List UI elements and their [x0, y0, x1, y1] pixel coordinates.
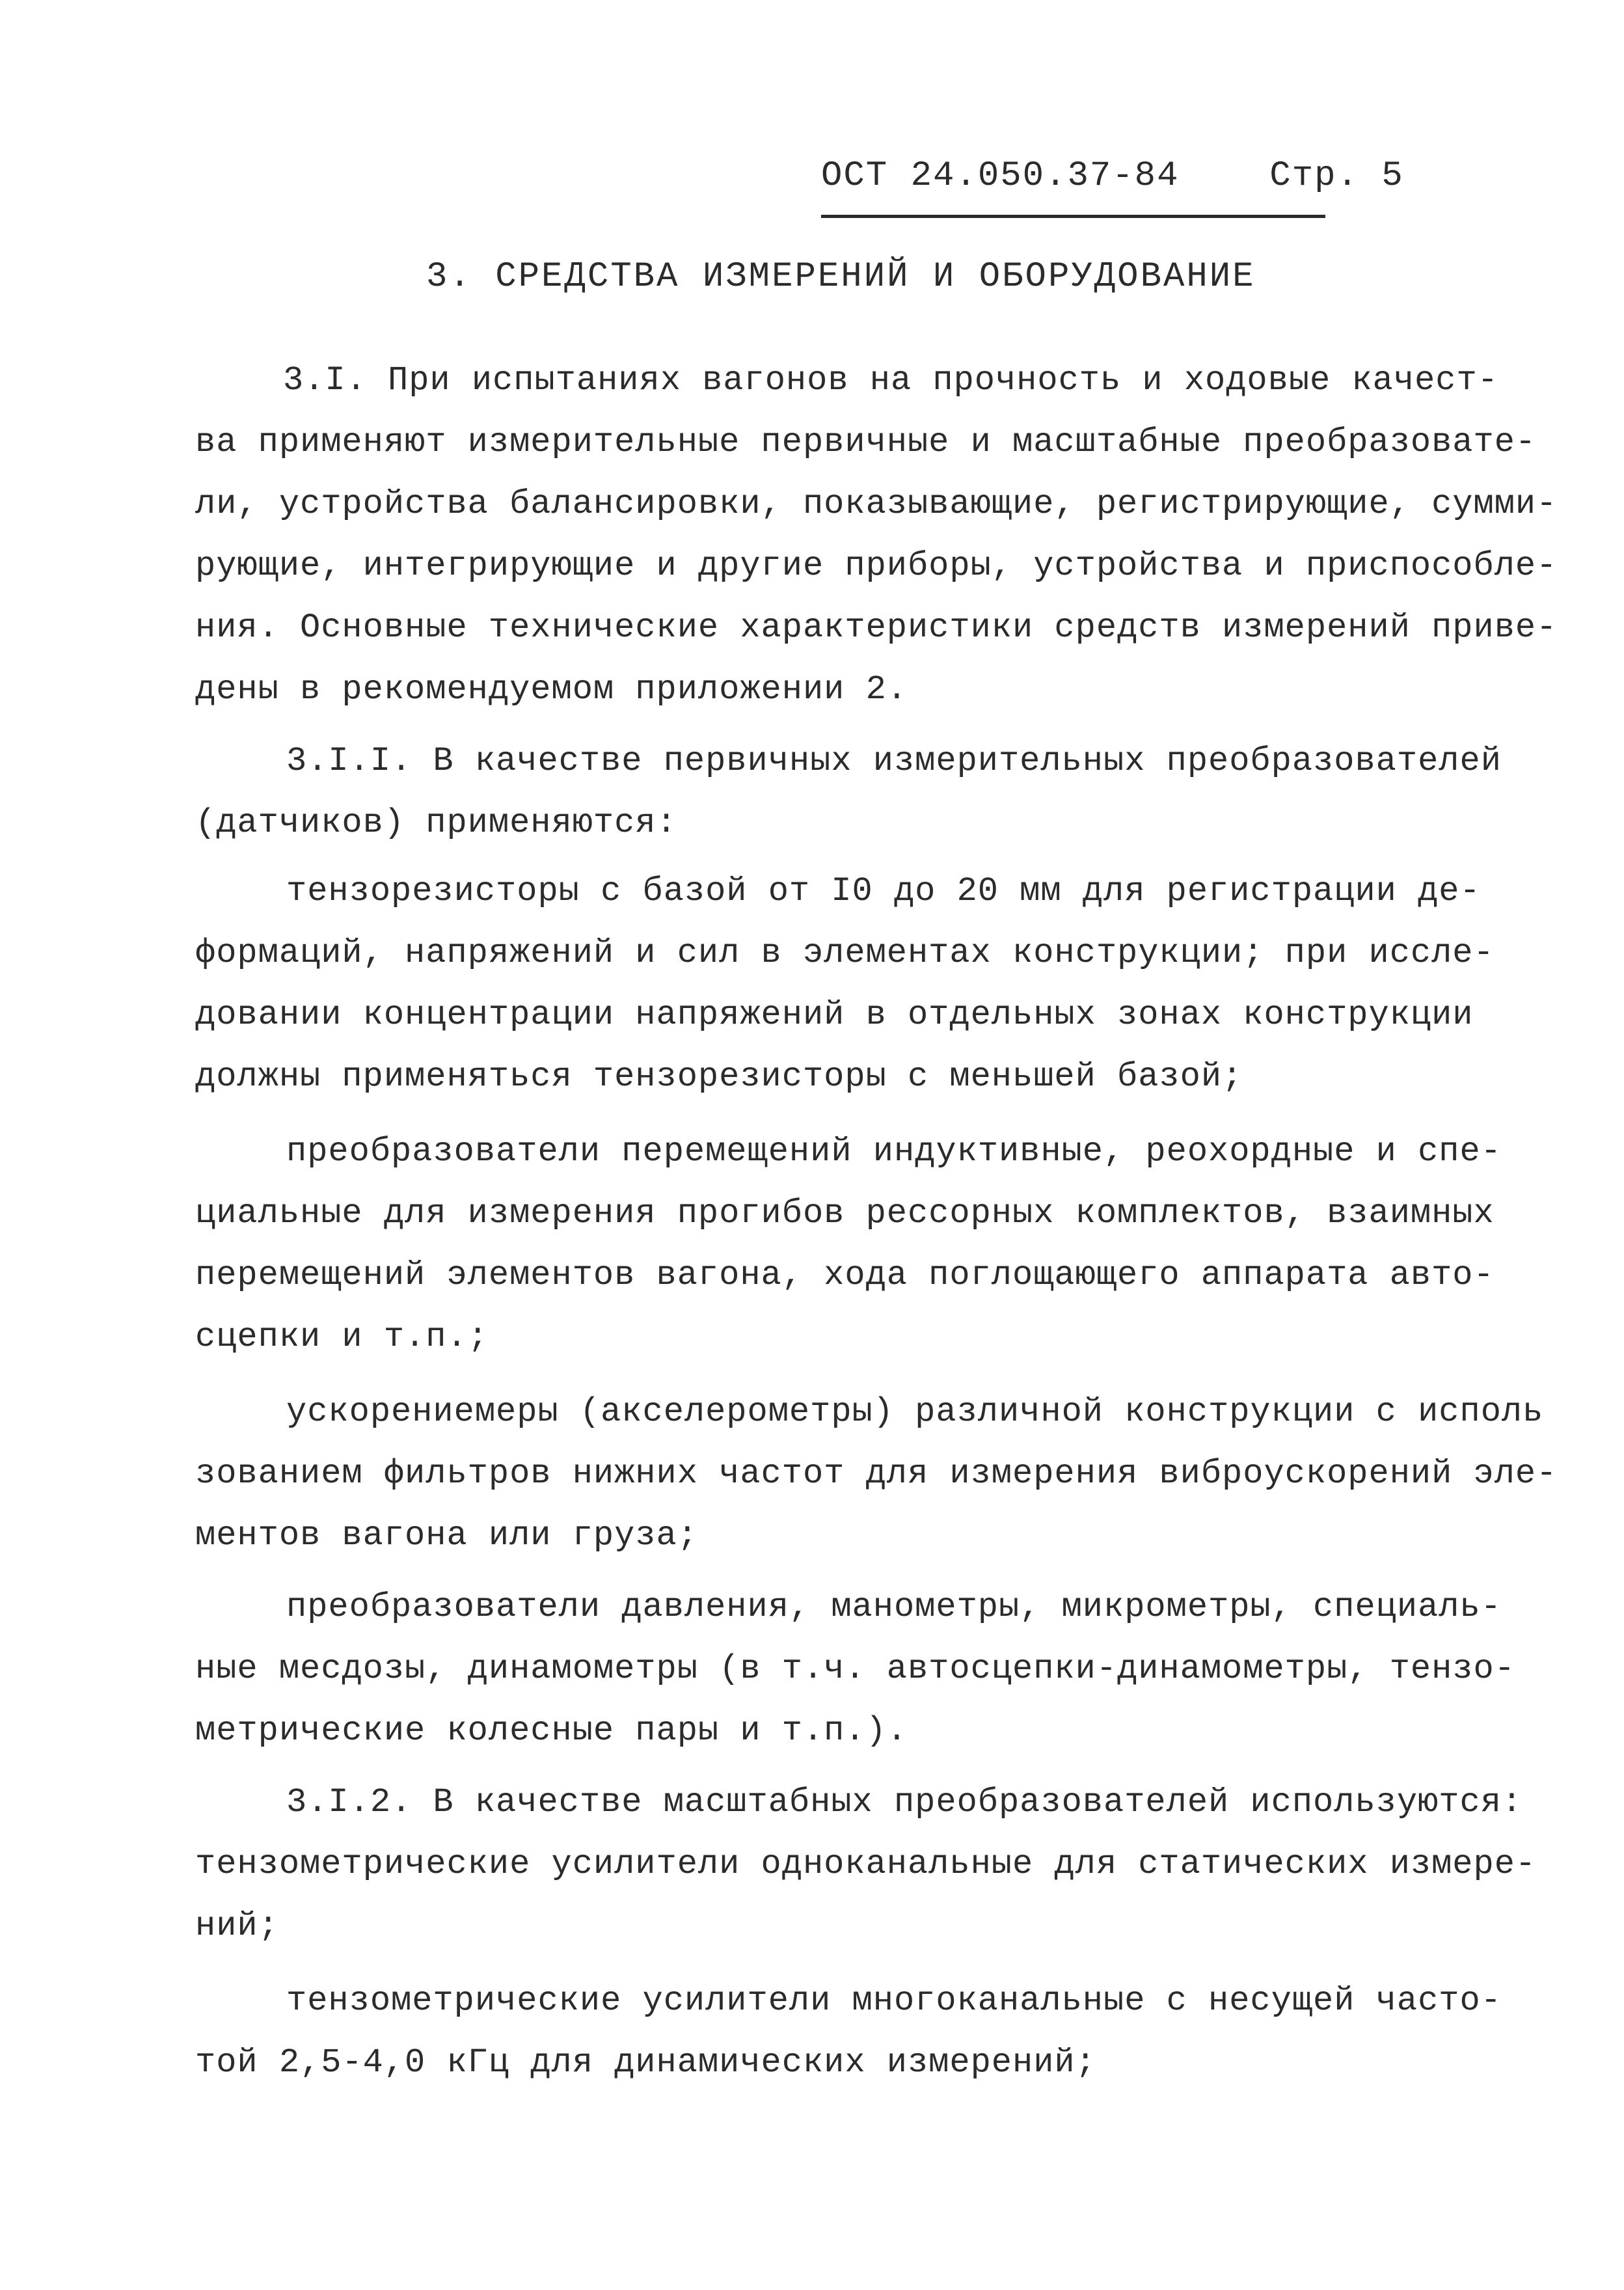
text-line: тензометрические усилители многоканальные с несущей часто- [286, 1982, 1502, 2020]
text-line: дены в рекомендуемом приложении 2. [195, 670, 908, 709]
text-line: ли, устройства балансировки, показывающие, регистрирующие, сумми- [195, 485, 1558, 523]
section-title: 3. СРЕДСТВА ИЗМЕРЕНИЙ И ОБОРУДОВАНИЕ [426, 257, 1256, 297]
text-line: 3.I.2. В качестве масштабных преобразователей используются: [286, 1783, 1523, 1821]
page-header [821, 156, 1404, 196]
text-line: циальные для измерения прогибов рессорных комплектов, взаимных [195, 1194, 1495, 1233]
text-line: тензометрические усилители одноканальные для статических измере- [195, 1845, 1537, 1883]
text-line: ные месдозы, динамометры (в т.ч. автосцепки-динамометры, тензо- [195, 1650, 1515, 1688]
text-line: метрические колесные пары и т.п.). [195, 1711, 908, 1750]
text-line: (датчиков) применяются: [195, 804, 677, 842]
text-line: ментов вагона или груза; [195, 1516, 698, 1555]
header-underline [821, 215, 1325, 218]
text-line: ускорениемеры (акселерометры) различной конструкции с исполь [286, 1393, 1544, 1431]
text-line: преобразователи давления, манометры, микрометры, специаль- [286, 1588, 1502, 1626]
text-line: перемещений элементов вагона, хода поглощающего аппарата авто- [195, 1256, 1495, 1294]
page-number: Стр. 5 [1269, 156, 1404, 196]
text-line: ний; [195, 1907, 279, 1945]
text-line: ва применяют измерительные первичные и масштабные преобразовате- [195, 423, 1537, 461]
text-line: тензорезисторы с базой от I0 до 20 мм для регистрации де- [286, 872, 1481, 910]
text-line: формаций, напряжений и сил в элементах конструкции; при иссле- [195, 934, 1495, 972]
text-line: 3.I. При испытаниях вагонов на прочность и ходовые качест- [283, 361, 1498, 400]
text-line: той 2,5-4,0 кГц для динамических измерений; [195, 2043, 1096, 2082]
text-line: ния. Основные технические характеристики средств измерений приве- [195, 608, 1558, 647]
text-line: зованием фильтров нижних частот для измерения виброускорений эле- [195, 1454, 1558, 1493]
text-line: сцепки и т.п.; [195, 1318, 489, 1356]
standard-number: ОСТ 24.050.37-84 [821, 156, 1180, 196]
text-line: 3.I.I. В качестве первичных измерительных преобразователей [286, 742, 1502, 780]
text-line: рующие, интегрирующие и другие приборы, устройства и приспособле- [195, 547, 1558, 585]
text-line: преобразователи перемещений индуктивные, реохордные и спе- [286, 1132, 1502, 1171]
text-line: довании концентрации напряжений в отдельных зонах конструкции [195, 996, 1474, 1034]
text-line: должны применяться тензорезисторы с меньшей базой; [195, 1057, 1243, 1096]
